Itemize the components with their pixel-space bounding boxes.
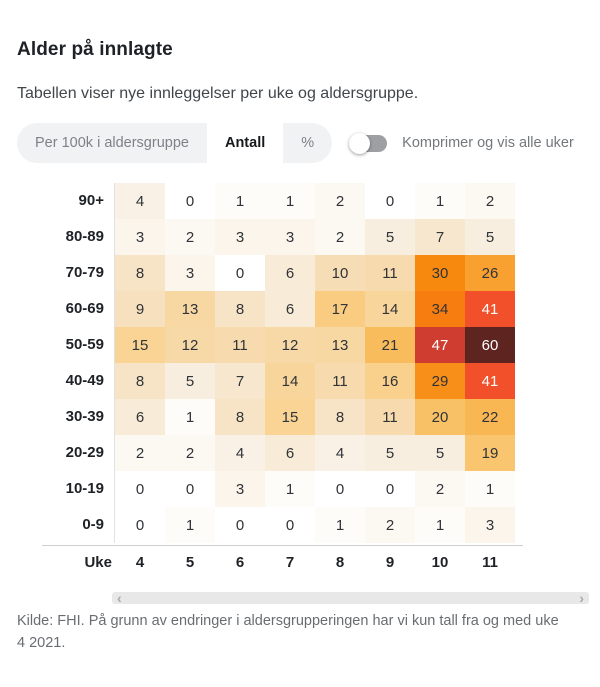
heatmap-cell[interactable]: 11 bbox=[365, 399, 415, 435]
heatmap-cell[interactable]: 5 bbox=[465, 219, 515, 255]
heatmap-cell[interactable]: 1 bbox=[315, 507, 365, 543]
horizontal-scrollbar[interactable] bbox=[112, 592, 589, 604]
week-number: 4 bbox=[135, 554, 145, 571]
compress-toggle-label: Komprimer og vis alle uker bbox=[402, 135, 574, 151]
heatmap-cell[interactable]: 47 bbox=[415, 327, 465, 363]
heatmap-cell[interactable]: 0 bbox=[165, 471, 215, 507]
heatmap-cell[interactable]: 1 bbox=[415, 183, 465, 219]
row-label: 90+ bbox=[78, 192, 104, 209]
row-label: 50-59 bbox=[65, 336, 104, 353]
heatmap-row bbox=[17, 327, 600, 363]
heatmap-row bbox=[17, 219, 600, 255]
heatmap-row-cells bbox=[114, 291, 515, 327]
heatmap-cell[interactable]: 3 bbox=[115, 219, 165, 255]
heatmap-cell[interactable]: 21 bbox=[365, 327, 415, 363]
heatmap-cell[interactable]: 0 bbox=[215, 255, 265, 291]
heatmap-cell[interactable]: 5 bbox=[365, 219, 415, 255]
heatmap-cell[interactable]: 8 bbox=[115, 255, 165, 291]
week-axis-cells bbox=[114, 547, 515, 579]
heatmap-cell[interactable]: 11 bbox=[315, 363, 365, 399]
heatmap-cell[interactable]: 19 bbox=[465, 435, 515, 471]
heatmap-row-cells bbox=[114, 399, 515, 435]
unit-segmented-control bbox=[17, 123, 332, 163]
page-title: Alder på innlagte bbox=[17, 39, 173, 60]
row-label: 10-19 bbox=[65, 480, 104, 497]
row-label: 0-9 bbox=[82, 516, 104, 533]
heatmap-row-cells bbox=[114, 507, 515, 543]
heatmap-cell[interactable]: 4 bbox=[315, 435, 365, 471]
heatmap-cell[interactable]: 4 bbox=[115, 183, 165, 219]
heatmap-row-cells bbox=[114, 363, 515, 399]
heatmap-cell[interactable]: 3 bbox=[215, 471, 265, 507]
heatmap-row-cells bbox=[114, 435, 515, 471]
heatmap-cell[interactable]: 4 bbox=[215, 435, 265, 471]
heatmap-cell[interactable]: 5 bbox=[165, 363, 215, 399]
week-number: 7 bbox=[285, 554, 295, 571]
segment-per-100k[interactable]: Per 100k i aldersgruppe bbox=[17, 123, 207, 163]
heatmap-cell[interactable]: 20 bbox=[415, 399, 465, 435]
heatmap-cell[interactable]: 3 bbox=[165, 255, 215, 291]
heatmap-cell[interactable]: 11 bbox=[215, 327, 265, 363]
heatmap-cell[interactable]: 8 bbox=[115, 363, 165, 399]
heatmap-cell[interactable]: 0 bbox=[165, 183, 215, 219]
heatmap-cell[interactable]: 3 bbox=[215, 219, 265, 255]
heatmap-cell[interactable]: 0 bbox=[265, 507, 315, 543]
segment-percent[interactable]: % bbox=[283, 123, 332, 163]
heatmap-cell[interactable]: 3 bbox=[465, 507, 515, 543]
heatmap-cell[interactable]: 2 bbox=[115, 435, 165, 471]
heatmap-cell[interactable]: 8 bbox=[315, 399, 365, 435]
week-number: 9 bbox=[385, 554, 395, 571]
scroll-left-icon[interactable]: ‹ bbox=[117, 590, 122, 606]
heatmap-row-cells bbox=[114, 327, 515, 363]
heatmap-cell[interactable]: 3 bbox=[265, 219, 315, 255]
heatmap-cell[interactable]: 6 bbox=[265, 255, 315, 291]
heatmap-cell[interactable]: 2 bbox=[165, 435, 215, 471]
heatmap-cell[interactable]: 41 bbox=[465, 363, 515, 399]
heatmap-cell[interactable]: 11 bbox=[365, 255, 415, 291]
heatmap-cell[interactable]: 2 bbox=[315, 219, 365, 255]
heatmap-cell[interactable]: 0 bbox=[315, 471, 365, 507]
heatmap-cell[interactable]: 15 bbox=[265, 399, 315, 435]
heatmap-cell[interactable]: 7 bbox=[415, 219, 465, 255]
heatmap-cell[interactable]: 1 bbox=[415, 507, 465, 543]
heatmap-cell[interactable]: 9 bbox=[115, 291, 165, 327]
heatmap-row-cells bbox=[114, 471, 515, 507]
week-number: 10 bbox=[431, 554, 449, 571]
heatmap-cell[interactable]: 26 bbox=[465, 255, 515, 291]
heatmap-body bbox=[17, 183, 600, 543]
heatmap-row bbox=[17, 363, 600, 399]
heatmap-cell[interactable]: 17 bbox=[315, 291, 365, 327]
week-number: 6 bbox=[235, 554, 245, 571]
row-label: 60-69 bbox=[65, 300, 104, 317]
heatmap-cell[interactable]: 0 bbox=[365, 471, 415, 507]
segment-antall[interactable]: Antall bbox=[207, 123, 283, 163]
heatmap-cell[interactable]: 12 bbox=[165, 327, 215, 363]
heatmap-cell[interactable]: 0 bbox=[115, 507, 165, 543]
row-label: 20-29 bbox=[65, 444, 104, 461]
table-divider bbox=[42, 545, 523, 546]
source-note: Kilde: FHI. På grunn av endringer i aldersgrupperingen har vi kun tall fra og med uke 4 2021. bbox=[17, 613, 559, 651]
heatmap-row-cells bbox=[114, 255, 515, 291]
heatmap-cell[interactable]: 60 bbox=[465, 327, 515, 363]
scroll-right-icon[interactable]: › bbox=[579, 590, 584, 606]
heatmap-cell[interactable]: 30 bbox=[415, 255, 465, 291]
heatmap-cell[interactable]: 0 bbox=[115, 471, 165, 507]
heatmap-cell[interactable]: 16 bbox=[365, 363, 415, 399]
heatmap-cell[interactable]: 2 bbox=[365, 507, 415, 543]
heatmap-cell[interactable]: 2 bbox=[415, 471, 465, 507]
toggle-knob-icon bbox=[349, 133, 370, 154]
week-axis-label: Uke bbox=[84, 554, 112, 571]
heatmap-cell[interactable]: 10 bbox=[315, 255, 365, 291]
compress-toggle[interactable] bbox=[351, 135, 387, 152]
heatmap-cell[interactable]: 1 bbox=[215, 183, 265, 219]
heatmap-cell[interactable]: 2 bbox=[315, 183, 365, 219]
heatmap-cell[interactable]: 41 bbox=[465, 291, 515, 327]
heatmap-cell[interactable]: 22 bbox=[465, 399, 515, 435]
week-number: 11 bbox=[482, 554, 498, 571]
heatmap-cell[interactable]: 14 bbox=[365, 291, 415, 327]
week-number: 8 bbox=[335, 554, 345, 571]
heatmap-cell[interactable]: 1 bbox=[165, 399, 215, 435]
heatmap-cell[interactable]: 34 bbox=[415, 291, 465, 327]
heatmap-cell[interactable]: 5 bbox=[415, 435, 465, 471]
row-label: 40-49 bbox=[65, 372, 104, 389]
row-label: 70-79 bbox=[65, 264, 104, 281]
heatmap-cell[interactable]: 7 bbox=[215, 363, 265, 399]
heatmap-cell[interactable]: 6 bbox=[265, 291, 315, 327]
heatmap-cell[interactable]: 14 bbox=[265, 363, 315, 399]
row-label: 30-39 bbox=[65, 408, 104, 425]
heatmap-row bbox=[17, 291, 600, 327]
heatmap-cell[interactable]: 1 bbox=[265, 471, 315, 507]
heatmap-row-cells bbox=[114, 219, 515, 255]
heatmap-cell[interactable]: 29 bbox=[415, 363, 465, 399]
heatmap-cell[interactable]: 1 bbox=[265, 183, 315, 219]
heatmap-cell[interactable]: 1 bbox=[465, 471, 515, 507]
heatmap-cell[interactable]: 2 bbox=[465, 183, 515, 219]
heatmap-cell[interactable]: 13 bbox=[165, 291, 215, 327]
heatmap-cell[interactable]: 5 bbox=[365, 435, 415, 471]
heatmap-row bbox=[17, 471, 600, 507]
heatmap-row bbox=[17, 255, 600, 291]
subtitle: Tabellen viser nye innleggelser per uke og aldersgruppe. bbox=[17, 85, 419, 102]
heatmap-cell[interactable]: 6 bbox=[115, 399, 165, 435]
heatmap-cell[interactable]: 15 bbox=[115, 327, 165, 363]
row-label: 80-89 bbox=[65, 228, 104, 245]
heatmap-table bbox=[17, 183, 600, 579]
heatmap-cell[interactable]: 6 bbox=[265, 435, 315, 471]
heatmap-cell[interactable]: 8 bbox=[215, 399, 265, 435]
heatmap-row-cells bbox=[114, 183, 515, 219]
heatmap-cell[interactable]: 13 bbox=[315, 327, 365, 363]
heatmap-cell[interactable]: 0 bbox=[215, 507, 265, 543]
heatmap-row bbox=[17, 399, 600, 435]
controls-row bbox=[17, 123, 600, 163]
heatmap-row bbox=[17, 435, 600, 471]
compress-toggle-wrap bbox=[351, 135, 574, 152]
age-admissions-widget bbox=[0, 38, 600, 654]
heatmap-row bbox=[17, 183, 600, 219]
heatmap-cell[interactable]: 0 bbox=[365, 183, 415, 219]
week-axis-row bbox=[17, 547, 600, 579]
heatmap-cell[interactable]: 2 bbox=[165, 219, 215, 255]
week-number: 5 bbox=[185, 554, 195, 571]
heatmap-row bbox=[17, 507, 600, 543]
heatmap-cell[interactable]: 8 bbox=[215, 291, 265, 327]
heatmap-cell[interactable]: 1 bbox=[165, 507, 215, 543]
heatmap-cell[interactable]: 12 bbox=[265, 327, 315, 363]
